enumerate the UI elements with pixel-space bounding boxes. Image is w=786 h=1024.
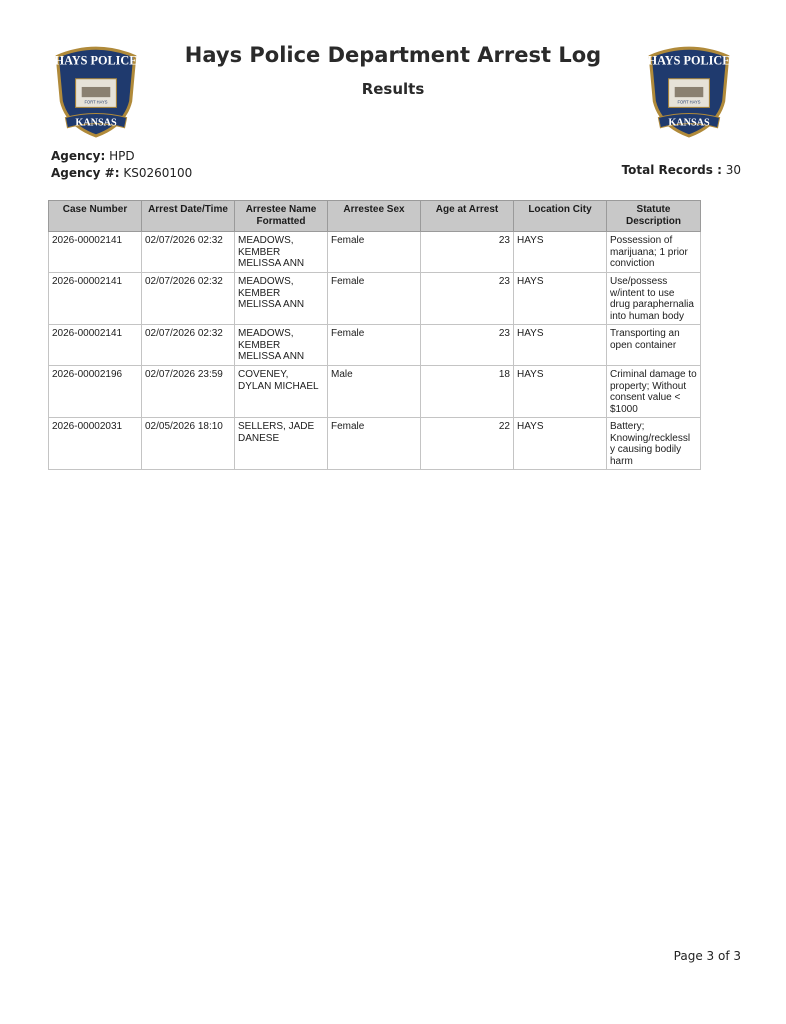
badge-bottom-text: KANSAS (75, 117, 117, 129)
cell-statute-description: Battery; Knowing/recklessl y causing bodily harm (607, 418, 701, 470)
column-header-age-at-arrest: Age at Arrest (421, 201, 514, 232)
column-header-arrest-datetime: Arrest Date/Time (142, 201, 235, 232)
cell-statute-description: Possession of marijuana; 1 prior conviction (607, 232, 701, 273)
column-header-location-city: Location City (514, 201, 607, 232)
table-row (49, 418, 701, 470)
cell-arrestee-name: MEADOWS, KEMBER MELISSA ANN (235, 232, 328, 273)
cell-arrestee-sex: Female (328, 325, 421, 366)
table-row (49, 325, 701, 366)
badge-bottom-text: KANSAS (668, 117, 710, 129)
agency-label: Agency: (51, 149, 106, 163)
page-number: Page 3 of 3 (673, 949, 741, 963)
cell-age-at-arrest: 23 (421, 325, 514, 366)
cell-location-city: HAYS (514, 366, 607, 418)
table-header-row (49, 201, 701, 232)
agency-value: HPD (109, 149, 135, 163)
column-header-arrestee-sex: Arrestee Sex (328, 201, 421, 232)
agency-number-label: Agency #: (51, 166, 120, 180)
cell-age-at-arrest: 23 (421, 273, 514, 325)
cell-arrest-datetime: 02/07/2026 02:32 (142, 273, 235, 325)
table-row (49, 366, 701, 418)
column-header-case-number: Case Number (49, 201, 142, 232)
cell-arrestee-name: MEADOWS, KEMBER MELISSA ANN (235, 325, 328, 366)
cell-arrestee-name: MEADOWS, KEMBER MELISSA ANN (235, 273, 328, 325)
cell-statute-description: Use/possess w/intent to use drug paraphernalia into human body (607, 273, 701, 325)
table-row (49, 232, 701, 273)
page-title: Hays Police Department Arrest Log (184, 43, 602, 67)
cell-location-city: HAYS (514, 325, 607, 366)
page-subtitle: Results (361, 80, 425, 98)
cell-arrest-datetime: 02/07/2026 02:32 (142, 232, 235, 273)
badge-top-text: HAYS POLICE (647, 53, 731, 68)
cell-case-number: 2026-00002196 (49, 366, 142, 418)
cell-case-number: 2026-00002141 (49, 273, 142, 325)
column-header-statute-description: Statute Description (607, 201, 701, 232)
agency-number-line (51, 165, 192, 182)
badge-middle-text: FORT HAYS (84, 99, 108, 105)
badge-middle-text: FORT HAYS (677, 99, 701, 105)
cell-location-city: HAYS (514, 232, 607, 273)
cell-age-at-arrest: 22 (421, 418, 514, 470)
cell-arrestee-name: SELLERS, JADE DANESE (235, 418, 328, 470)
cell-case-number: 2026-00002141 (49, 325, 142, 366)
arrest-log-table (48, 200, 701, 470)
cell-arrestee-name: COVENEY, DYLAN MICHAEL (235, 366, 328, 418)
cell-statute-description: Criminal damage to property; Without consent value < $1000 (607, 366, 701, 418)
cell-arrestee-sex: Female (328, 418, 421, 470)
cell-case-number: 2026-00002031 (49, 418, 142, 470)
cell-arrestee-sex: Female (328, 232, 421, 273)
total-records (622, 163, 741, 177)
cell-statute-description: Transporting an open container (607, 325, 701, 366)
badge-top-text: HAYS POLICE (54, 53, 138, 68)
total-records-value: 30 (725, 163, 741, 177)
cell-age-at-arrest: 18 (421, 366, 514, 418)
cell-location-city: HAYS (514, 273, 607, 325)
cell-arrest-datetime: 02/07/2026 02:32 (142, 325, 235, 366)
cell-arrestee-sex: Female (328, 273, 421, 325)
total-records-label: Total Records : (621, 163, 722, 177)
cell-arrestee-sex: Male (328, 366, 421, 418)
cell-location-city: HAYS (514, 418, 607, 470)
cell-case-number: 2026-00002141 (49, 232, 142, 273)
cell-arrest-datetime: 02/05/2026 18:10 (142, 418, 235, 470)
agency-number-value: KS0260100 (123, 166, 193, 180)
cell-age-at-arrest: 23 (421, 232, 514, 273)
column-header-arrestee-name: Arrestee Name Formatted (235, 201, 328, 232)
agency-info (51, 148, 192, 182)
table-row (49, 273, 701, 325)
cell-arrest-datetime: 02/07/2026 23:59 (142, 366, 235, 418)
agency-line (51, 148, 192, 165)
